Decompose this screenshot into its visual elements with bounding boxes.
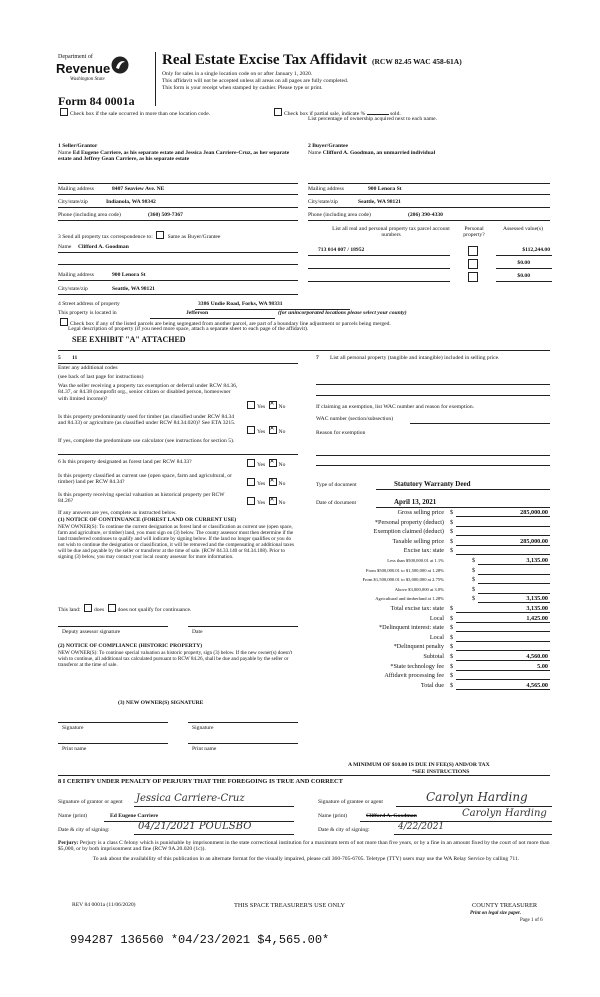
tax-row-currency: $ (472, 595, 476, 602)
notice1-text: NEW OWNER(S): To continue the current designation as forest land or classification as current use (open space, farm and agriculture, or timber) land, you must sign on (3) below. The county assessor must then determine if the land transferred continues to qualify and will indicate by signing below. If the land no longer qualifies or you do not wish to continue the designation or classification, it will be removed and the compensating or additional taxes will be due and payable by the seller or transferor at the time of sale. (RCW 84.33.140 or 84.34.108). Prior to signing (3) below, you may contact your local county assessor for more information. (58, 524, 294, 560)
tax-row-line (456, 641, 550, 642)
tax-row-line (456, 535, 550, 536)
parcel-value-3[interactable]: $0.00 (517, 273, 530, 279)
owner-print-label-1: Print name (62, 746, 87, 752)
section5-q2-no-checkbox[interactable] (269, 426, 277, 434)
form-number: Form 84 0001a (58, 94, 135, 108)
section5-q2-yes-checkbox[interactable] (247, 426, 255, 434)
no-label-1: No (278, 404, 286, 410)
tax-row-currency: $ (450, 624, 454, 631)
tax-row-currency: $ (472, 576, 476, 583)
yes-label-1: Yes (257, 404, 266, 410)
section3-label: 3 Send all property tax correspondence to: (58, 234, 153, 240)
section3-city[interactable]: Seattle, WA 98121 (112, 286, 155, 292)
wac-label: WAC number (section/subsection) (316, 416, 394, 422)
notice1-title: (1) NOTICE OF CONTINUANCE (FOREST LAND OR CURRENT USE) (58, 517, 237, 523)
multi-location-label: Check box if the sale occurred in more than one location code. (70, 111, 211, 117)
exemption-claim-label: If claiming an exemption, list WAC number and reason for exemption. (316, 404, 475, 410)
partial-sale-label: Check box if partial sale, indicate % (284, 111, 366, 117)
grantor-sig-label: Signature of grantor or agent (58, 799, 123, 805)
section5-q1-answers (245, 401, 285, 411)
section3-mail[interactable]: 900 Lenora St (112, 272, 146, 278)
seller-city-label: City/state/zip (58, 199, 88, 205)
print-note: Print on legal size paper. (470, 911, 521, 916)
reason-label: Reason for exemption (316, 430, 366, 436)
tax-row-currency: $ (450, 672, 454, 679)
seller-city[interactable]: Indianola, WA 98342 (106, 199, 156, 205)
tax-row-label: Exemption claimed (deduct) (373, 528, 444, 535)
notice2-title: (2) NOTICE OF COMPLIANCE (HISTORIC PROPERTY) (58, 643, 203, 649)
perjury-text: Perjury is a class C felony which is punishable by imprisonment in the state correctional institution for a maximum term of not more than five years, or by a fine in an amount fixed by the court of not more than $5,000, or by both imprisonment and fine (RCW 9A.20.020 (1c)). (58, 840, 550, 853)
grantee-sig-label: Signature of grantee or agent (318, 799, 383, 805)
tax-row-value[interactable]: 4,560.00 (526, 653, 548, 660)
section5-q1: Was the seller receiving a property tax exemption or deferral under RCW 84.36, 84.37, or 84.38 (nonprofit org., senior citizen or disabled person, homeowner with limited income)? (58, 383, 238, 402)
buyer-heading: 2 Buyer/Grantee (308, 143, 348, 149)
tax-row-currency: $ (450, 653, 454, 660)
section6-q3: Is this property receiving special valuation as historical property per RCW 84.26? (58, 492, 225, 505)
cashier-stamp: 994287 136560 *04/23/2021 $4,565.00* (70, 933, 330, 947)
tax-row-value[interactable]: 3,135.00 (526, 595, 548, 602)
parcel-col-personal: Personal property? (463, 226, 485, 239)
section6-q2-answers (245, 478, 285, 488)
legal-description-label: Legal description of property (if you need more space, attach a separate sheet to each page of the affidavit). (68, 326, 309, 332)
section6-q1-answers (245, 459, 285, 469)
section5-q2-answers (245, 426, 285, 436)
perjury-block (58, 840, 550, 853)
section6-q2-yes-checkbox[interactable] (247, 478, 255, 486)
yes-label-2: Yes (257, 429, 266, 435)
tax-row-currency: $ (450, 538, 454, 545)
buyer-name[interactable]: Clifford A. Goodman, an unmarried individual (322, 150, 436, 156)
tax-row-line (456, 650, 550, 651)
does-not-label: does not qualify for continuance. (117, 607, 192, 613)
section6-q1-no-checkbox[interactable] (269, 459, 277, 467)
located-label: This property is located in (58, 310, 117, 316)
tax-row-currency: $ (450, 519, 454, 526)
dept-line3: Washington State (70, 77, 105, 82)
tax-row-label: Subtotal (423, 653, 444, 660)
tax-row-line (456, 631, 550, 632)
tax-row-label: *Delinquent interest: state (379, 624, 444, 631)
tax-row-value[interactable]: 5.00 (537, 663, 548, 670)
grantee-name-label: Name (print) (318, 813, 348, 819)
tax-row-line (456, 660, 550, 661)
section3-mail-label: Mailing address (58, 272, 94, 278)
subtitle-2: This affidavit will not be accepted unless all areas on all pages are fully completed. (162, 78, 349, 84)
grantee-name-handwritten[interactable]: Carolyn Harding (462, 808, 547, 819)
parcel-personal-checkbox-2[interactable] (468, 259, 478, 269)
tax-row-line (456, 612, 550, 613)
seller-name[interactable]: Ed Eugene Carriere, as his separate estate and Jessica Jean Carriere-Cruz, as her separate estate and Jeffrey Gean Carriere, as his separate estate (58, 150, 290, 163)
qualify-row (58, 604, 191, 614)
section6-q2: Is this property classified as current use (open space, farm and agricultural, or timber) land per RCW 84.34? (58, 473, 232, 486)
tax-row-currency: $ (450, 634, 454, 641)
parcel-personal-checkbox-3[interactable] (468, 272, 478, 282)
tax-row-label: *Delinquent penalty (393, 643, 444, 650)
grantor-date-label: Date & city of signing: (58, 827, 110, 833)
section6-q1-yes-checkbox[interactable] (247, 459, 255, 467)
no-label-3: No (278, 462, 286, 468)
section5-q3: If yes, complete the predominate use calculator (see instructions for section 5). (58, 438, 235, 444)
tax-row-line (456, 545, 550, 546)
tax-row-value[interactable]: 285,000.00 (520, 538, 548, 545)
parcel-personal-checkbox-1[interactable] (468, 246, 478, 256)
tax-row-label: From $500,000.01 to $1,500,000 at 1.28% (365, 568, 444, 573)
tax-row-label: Excise tax: state (403, 547, 444, 554)
subtitle-3: This form is your receipt when stamped by cashier. Please type or print. (162, 85, 323, 91)
section3-name[interactable]: Clifford A. Goodman (78, 244, 129, 250)
tax-row-value[interactable]: 285,000.00 (520, 509, 548, 516)
grantor-signature[interactable]: Jessica Carriere-Cruz (136, 793, 245, 804)
parcel-col-assessed: Assessed value(s) (503, 226, 543, 232)
yes-label-5: Yes (257, 500, 266, 506)
buyer-phone[interactable]: (206) 390-4330 (408, 212, 443, 218)
see-instructions: *SEE INSTRUCTIONS (412, 769, 470, 775)
tax-row-label: Local (429, 615, 444, 622)
yes-label-4: Yes (257, 481, 266, 487)
section6-q2-no-checkbox[interactable] (269, 478, 277, 486)
seller-phone[interactable]: (360) 509-7367 (148, 212, 183, 218)
dept-logo-text: Revenue (56, 61, 111, 76)
rev-number: REV 84 0001a (11/06/2020) (72, 902, 136, 908)
grantor-name[interactable]: Ed Eugene Carriere (110, 813, 159, 819)
located-county[interactable]: Jefferson (186, 310, 209, 316)
owner-signature-label-1: Signature (62, 725, 84, 731)
does-label: does (93, 607, 105, 613)
tax-row-label: Less than $500,000.01 at 1.1% (387, 558, 444, 563)
parcel-col-number: List all real and personal property tax parcel account numbers (332, 226, 450, 239)
partial-sold-label: sold. (390, 111, 401, 117)
grantor-date-city[interactable]: 04/21/2021 POULSBO (138, 821, 252, 832)
tax-row-currency: $ (450, 643, 454, 650)
doc-type[interactable]: Statutory Warranty Deed (394, 480, 471, 488)
grantee-date-label: Date & city of signing: (318, 827, 370, 833)
tax-row-line (456, 689, 550, 690)
section6-q4: If any answers are yes, complete as instructed below. (58, 510, 177, 516)
located-note: (for unincorporated locations please select your county) (278, 310, 407, 316)
tax-row-currency: $ (450, 615, 454, 622)
section5-label: 5 (58, 355, 61, 361)
section6-q1: 6 Is this property designated as forest land per RCW 84.33? (58, 459, 192, 465)
exhibit-text[interactable]: SEE EXHIBIT "A" ATTACHED (72, 335, 186, 344)
section3-row (58, 231, 220, 241)
notice2-text: NEW OWNER(S): To continue special valuation as historic property, sign (3) below. If the new owner(s) doesn't wish to continue, all additional tax calculated pursuant to RCW 84.26, shall be due and payable by the seller or transferor at the time of sale. (58, 650, 293, 668)
seller-phone-label: Phone (including area code) (58, 212, 121, 218)
partial-note: List percentage of ownership acquired next to each name. (308, 116, 438, 122)
tax-row-label: Taxable selling price (392, 538, 444, 545)
tax-row-currency: $ (472, 567, 476, 574)
section5-q1-no-checkbox[interactable] (269, 401, 277, 409)
tax-row-label: Gross selling price (397, 509, 444, 516)
buyer-city[interactable]: Seattle, WA 98121 (358, 199, 401, 205)
tax-row-currency: $ (472, 586, 476, 593)
owner-print-label-2: Print name (192, 746, 217, 752)
segregated-label: Check box if any of the listed parcels are being segregated from another parcel, are part of a boundary line adjustment or parcels being merged. (70, 321, 391, 327)
subtitle-1: Only for sales in a single location code on or after January 1, 2020. (162, 71, 313, 77)
section5-q2: Is this property predominantly used for timber (as classified under RCW 84.34 and 84.33) or agriculture (as classified under RCW 84.34.020)? See ETA 3215. (58, 414, 236, 427)
tax-row-label: Above $3,000,000 at 3.0% (394, 587, 444, 592)
doc-date[interactable]: April 13, 2021 (394, 498, 437, 506)
no-label-4: No (278, 481, 286, 487)
revenue-logo-icon (110, 55, 130, 75)
perjury-label: Perjury: (58, 840, 79, 846)
page-number: Page 1 of 6 (520, 918, 543, 923)
section7-label: 7 (316, 355, 319, 361)
deputy-signature-label: Deputy assessor signature (62, 629, 121, 635)
tax-row-value[interactable]: 4,565.00 (526, 682, 548, 689)
tax-row-currency: $ (450, 663, 454, 670)
tax-row-label: Affidavit processing fee (384, 672, 444, 679)
tax-row-line (478, 593, 550, 594)
tax-row-label: From $1,500,000.01 to $3,000,000 at 2.75% (362, 577, 444, 582)
seller-name-block (58, 150, 298, 163)
tax-row-line (456, 554, 550, 555)
street-address-label: 4 Street address of property (58, 301, 120, 307)
notice3-title: (3) NEW OWNER(S) SIGNATURE (118, 700, 204, 706)
tax-row-value[interactable]: 3,135.00 (526, 605, 548, 612)
certify-heading: 8 I CERTIFY UNDER PENALTY OF PERJURY THAT THE FOREGOING IS TRUE AND CORRECT (58, 778, 343, 785)
parcel-number-1[interactable]: 713 014 007 / 18952 (318, 247, 365, 253)
this-land-label: This land: (58, 607, 81, 613)
tax-row-currency: $ (472, 557, 476, 564)
seller-name-label: Name (58, 150, 72, 156)
tax-row-label: Total excise tax: state (390, 605, 444, 612)
partial-percent-field[interactable] (367, 114, 389, 115)
grantor-name-label: Name (print) (58, 813, 88, 819)
tax-row-label: Local (429, 634, 444, 641)
doc-type-label: Type of document (316, 482, 357, 488)
tax-row-line (478, 583, 550, 584)
section5-q1-yes-checkbox[interactable] (247, 401, 255, 409)
parcel-value-1[interactable]: $112,244.00 (522, 247, 550, 253)
tax-row-currency: $ (450, 528, 454, 535)
additional-codes-label: Enter any additional codes (58, 365, 118, 371)
tax-row-currency: $ (450, 547, 454, 554)
location-code[interactable]: 11 (72, 355, 78, 361)
no-label-5: No (278, 500, 286, 506)
county-treasurer: COUNTY TREASURER (472, 902, 538, 909)
grantee-signature[interactable]: Carolyn Harding (426, 790, 528, 804)
doc-date-label: Date of document (316, 500, 357, 506)
buyer-name-row (308, 150, 435, 157)
tax-row-line (456, 679, 550, 680)
tax-row-value[interactable]: 1,425.00 (526, 615, 548, 622)
buyer-mail[interactable]: 900 Lenora St (368, 186, 402, 192)
alternate-format: To ask about the availability of this publication in an alternate format for the visually impaired, please call 360-705-6705. Teletype (TTY) users may use the WA Relay Service by calling 711. (92, 856, 520, 862)
tax-row-line (478, 602, 550, 603)
section6-q3-answers (245, 497, 285, 507)
tax-row-line (478, 574, 550, 575)
street-address[interactable]: 3386 Undie Road, Forks, WA 98331 (198, 301, 283, 307)
tax-row-line (456, 526, 550, 527)
seller-mail-label: Mailing address (58, 186, 94, 192)
buyer-city-label: City/state/zip (308, 199, 338, 205)
buyer-phone-label: Phone (including area code) (308, 212, 371, 218)
seller-mail[interactable]: 8407 Seaview Ave. NE (112, 186, 165, 192)
does-not-checkbox[interactable] (108, 604, 116, 612)
section3-city-label: City/state/zip (58, 286, 88, 292)
grantee-date[interactable]: 4/22/2021 (398, 822, 445, 832)
tax-row-currency: $ (450, 509, 454, 516)
treasurer-space: THIS SPACE TREASURER'S USE ONLY (234, 902, 345, 909)
section6-q3-no-checkbox[interactable] (269, 497, 277, 505)
tax-row-label: Agricultural and timberland at 1.28% (375, 596, 444, 601)
owner-signature-label-2: Signature (192, 725, 214, 731)
minimum-due: A MINIMUM OF $10.00 IS DUE IN FEE(S) AND/OR TAX (348, 762, 490, 768)
dept-line1: Department of (58, 54, 93, 60)
buyer-name-label: Name (308, 150, 322, 156)
tax-row-label: *Personal property (deduct) (374, 519, 444, 526)
title-ref: (RCW 82.45 WAC 458-61A) (372, 57, 462, 66)
same-as-buyer-checkbox[interactable] (156, 231, 164, 239)
tax-row-currency: $ (450, 605, 454, 612)
section6-q3-yes-checkbox[interactable] (247, 497, 255, 505)
buyer-mail-label: Mailing address (308, 186, 344, 192)
tax-row-line (456, 670, 550, 671)
deputy-date-label: Date (192, 629, 203, 635)
segregated-checkbox[interactable] (60, 318, 68, 326)
multi-location-row (58, 108, 210, 118)
tax-row-currency: $ (450, 682, 454, 689)
tax-row-line (456, 622, 550, 623)
tax-row-label: *State technology fee (390, 663, 444, 670)
multi-location-checkbox[interactable] (60, 108, 68, 116)
seller-heading: 1 Seller/Grantor (58, 143, 98, 149)
partial-sale-checkbox[interactable] (274, 108, 282, 116)
section3-name-label: Name (58, 244, 72, 250)
grantee-name[interactable]: Clifford A. Goodman (366, 813, 417, 819)
additional-codes-note: (see back of last page for instructions) (58, 374, 144, 380)
yes-label-3: Yes (257, 462, 266, 468)
tax-row-line (456, 516, 550, 517)
no-label-2: No (278, 429, 286, 435)
page-title: Real Estate Excise Tax Affidavit (162, 52, 367, 68)
does-checkbox[interactable] (84, 604, 92, 612)
tax-row-label: Total due (420, 682, 444, 689)
tax-row-value[interactable]: 3,135.00 (526, 557, 548, 564)
same-as-buyer-label: Same as Buyer/Grantee (167, 234, 221, 240)
parcel-value-2[interactable]: $0.00 (517, 260, 530, 266)
section7-text: List all personal property (tangible and intangible) included in selling price. (330, 355, 500, 361)
tax-row-line (478, 564, 550, 565)
